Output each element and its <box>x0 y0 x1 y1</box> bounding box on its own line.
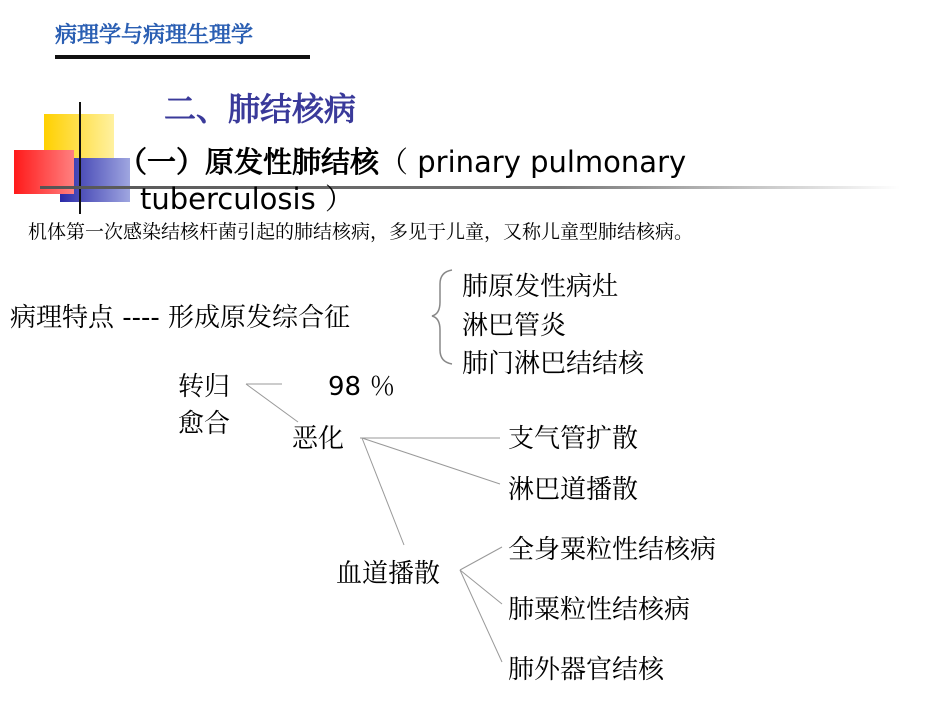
connector-pulmonary-miliary <box>460 570 502 604</box>
definition-text: 机体第一次感染结核杆菌引起的肺结核病，多见于儿童，又称儿童型肺结核病。 <box>28 221 694 243</box>
course-title: 病理学与病理生理学 <box>55 23 254 48</box>
outcome-heal-percent: 98 ％ <box>328 372 396 402</box>
connector-lymph <box>362 438 500 484</box>
feature-item: 淋巴管炎 <box>462 311 567 341</box>
section-title: 二、肺结核病 <box>164 90 357 128</box>
features-label: 病理特点 ---- 形成原发综合征 <box>10 303 351 333</box>
feature-item: 肺门淋巴结结核 <box>462 349 645 379</box>
worsen-branch: 支气管扩散 <box>508 424 639 454</box>
outcome-label: 转归 <box>178 372 231 402</box>
feature-item: 肺原发性病灶 <box>462 272 619 302</box>
features-brace <box>432 270 452 364</box>
subsection-number: （一） <box>118 145 206 179</box>
connector-outcome-worsen <box>246 384 298 422</box>
outcome-worsen: 恶化 <box>292 424 345 454</box>
subsection-title-en-open: （ prinary pulmonary <box>379 145 687 179</box>
outcome-blood: 血道播散 <box>336 559 441 589</box>
blood-branch: 肺粟粒性结核病 <box>508 595 691 625</box>
blood-branch: 全身粟粒性结核病 <box>508 535 717 565</box>
outcome-heal: 愈合 <box>178 409 231 439</box>
connector-extrapulmonary <box>460 570 502 662</box>
connector-blood <box>362 438 404 545</box>
connector-systemic-miliary <box>460 547 502 570</box>
subsection-title-cn: 原发性肺结核 <box>205 145 380 179</box>
blood-branch: 肺外器官结核 <box>508 655 665 685</box>
subsection-title-en-close: tuberculosis ） <box>140 182 354 216</box>
worsen-branch: 淋巴道播散 <box>508 475 639 505</box>
